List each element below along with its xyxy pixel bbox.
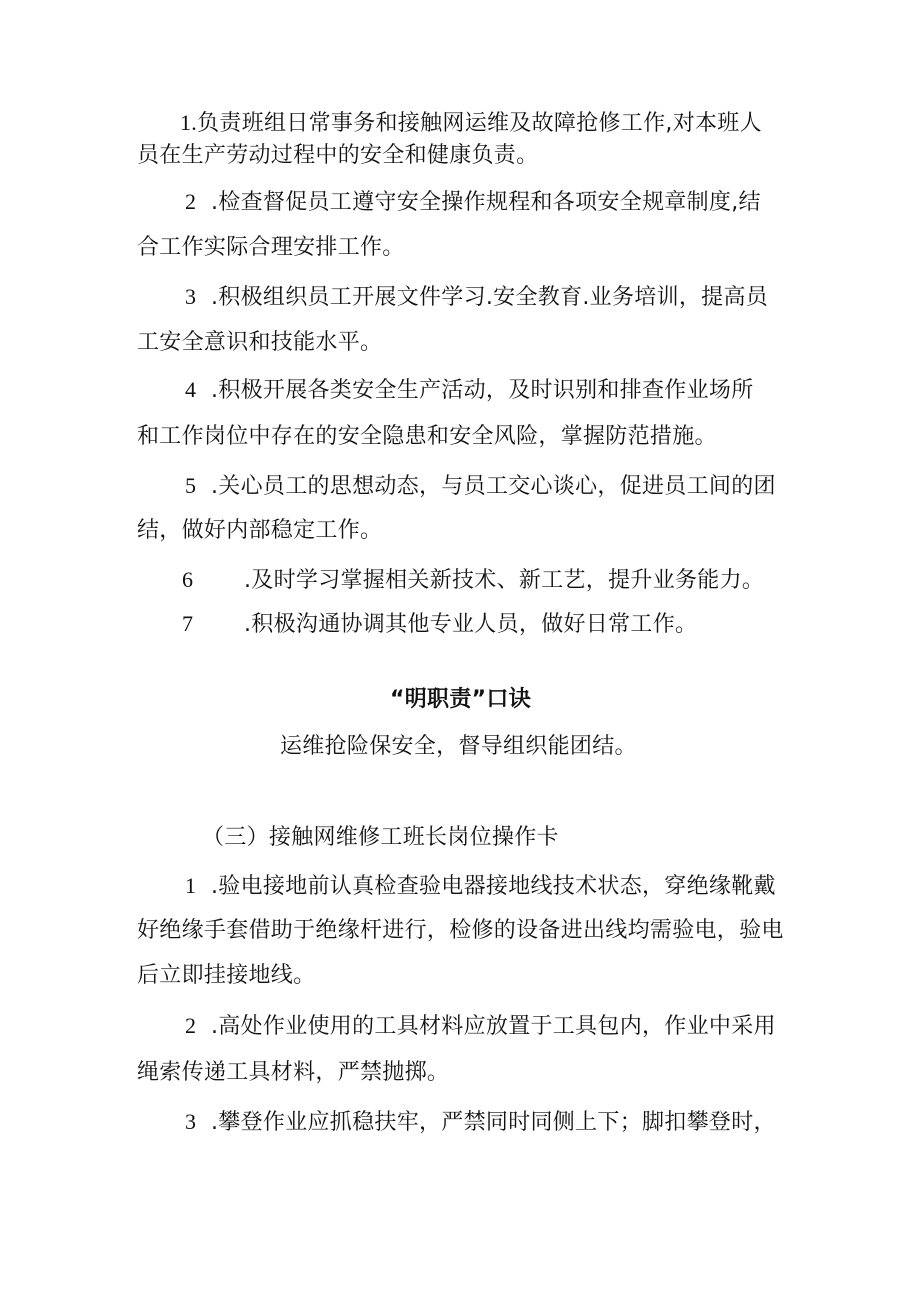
card-item-1-text: .验电接地前认真检查验电器接地线技术状态，穿绝缘靴戴 (211, 874, 776, 899)
card-item-1-line-2: 好绝缘手套借助于绝缘杆进行，检修的设备进出线均需验电，验电 (137, 918, 784, 943)
duty-item-4-text: .积极开展各类安全生产活动，及时识别和排查作业场所 (211, 378, 754, 403)
duty-item-7-text: .积极沟通协调其他专业人员，做好日常工作。 (244, 612, 698, 637)
duty-item-3-text: .积极组织员工开展文件学习.安全教育.业务培训，提高员 (211, 285, 769, 310)
duty-item-2-line-1 (185, 188, 761, 217)
card-section-title: （三）接触网维修工班长岗位操作卡 (202, 825, 559, 850)
duty-item-5-line-2: 结，做好内部稳定工作。 (137, 518, 383, 543)
duty-item-2-line-2: 合工作实际合理安排工作。 (137, 235, 405, 260)
duty-item-6 (182, 566, 764, 595)
card-item-3-text: .攀登作业应抓稳扶牢，严禁同时同侧上下；脚扣攀登时， (211, 1110, 776, 1135)
duty-item-4-line-1 (185, 376, 754, 405)
mnemonic-title: “明职责”口诀 (390, 687, 532, 712)
duty-item-6-number: 6 (182, 567, 194, 592)
card-item-3-number: 3 (185, 1109, 197, 1134)
duty-item-5-line-1 (185, 472, 776, 501)
duty-item-7-number: 7 (182, 611, 194, 636)
duty-item-3-line-1 (185, 283, 768, 312)
card-item-1-number: 1 (185, 873, 197, 898)
duty-item-3-line-2: 工安全意识和技能水平。 (137, 330, 383, 355)
duty-item-1-line-2: 员在生产劳动过程中的安全和健康负责。 (137, 143, 539, 168)
duty-item-2-text: .检查督促员工遵守安全操作规程和各项安全规章制度,结 (211, 190, 761, 215)
duty-item-1-text: 负责班组日常事务和接触网运维及故障抢修工作,对本班人 (197, 111, 762, 136)
duty-item-4-line-2: 和工作岗位中存在的安全隐患和安全风险，掌握防范措施。 (137, 424, 717, 449)
duty-item-2-number: 2 (185, 189, 197, 214)
card-item-1-line-1 (185, 872, 776, 901)
duty-item-4-number: 4 (185, 377, 197, 402)
duty-item-3-number: 3 (185, 284, 197, 309)
card-item-2-line-2: 绳索传递工具材料，严禁抛掷。 (137, 1060, 450, 1085)
mnemonic-text: 运维抢险保安全，督导组织能团结。 (280, 734, 637, 759)
card-item-2-number: 2 (185, 1013, 197, 1038)
duty-item-1-line-1 (180, 109, 762, 138)
duty-item-5-text: .关心员工的思想动态，与员工交心谈心，促进员工间的团 (211, 474, 776, 499)
duty-item-6-text: .及时学习掌握相关新技术、新工艺，提升业务能力。 (244, 568, 765, 593)
duty-item-1-number: 1. (180, 110, 198, 135)
card-item-3-line-1 (185, 1108, 776, 1137)
card-item-2-line-1 (185, 1012, 776, 1041)
duty-item-5-number: 5 (185, 473, 197, 498)
card-item-2-text: .高处作业使用的工具材料应放置于工具包内，作业中采用 (211, 1014, 776, 1039)
card-item-1-line-3: 后立即挂接地线。 (137, 963, 316, 988)
duty-item-7 (182, 610, 697, 639)
